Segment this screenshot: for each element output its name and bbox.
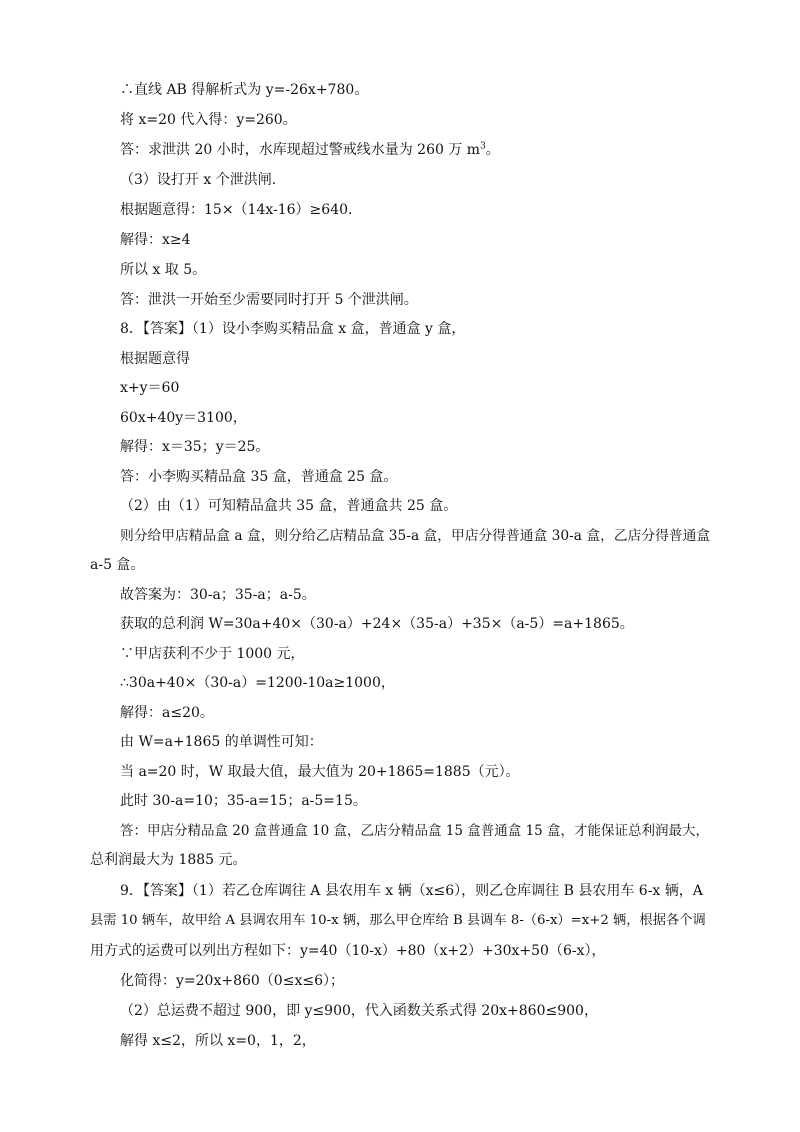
- text-line-5: 根据题意得：15×（14x-16）≥640.: [120, 202, 353, 218]
- text-line-3-end: 。: [485, 142, 500, 158]
- text-line-14: 答：小李购买精品盒 35 盒，普通盒 25 盒。: [120, 469, 398, 485]
- text-line-25: 此时 30-a=10；35-a=15；a-5=15。: [120, 793, 367, 809]
- text-line-16: 则分给甲店精品盒 a 盒，则分给乙店精品盒 35-a 盒，甲店分得普通盒 30-a 盒，乙店分得普通盒: [120, 528, 711, 544]
- text-line-3: [120, 140, 710, 160]
- text-line-15: （2）由（1）可知精品盒共 35 盒，普通盒共 25 盒。: [120, 498, 458, 514]
- answer-9-heading: 9．【答案】（1）若乙仓库调往 A 县农用车 x 辆（x≤6），则乙仓库调往 B 县农用车 6-x 辆，A: [120, 883, 703, 899]
- text-line-22: 解得：a≤20。: [120, 705, 214, 721]
- text-line-27: 总利润最大为 1885 元。: [90, 852, 247, 868]
- answer-8-heading: 8．【答案】（1）设小李购买精品盒 x 盒，普通盒 y 盒，: [120, 321, 466, 337]
- equation-line-1: x+y＝60: [120, 380, 180, 396]
- text-line-8: 答：泄洪一开始至少需要同时打开 5 个泄洪闸。: [120, 292, 418, 308]
- text-line-26: 答：甲店分精品盒 20 盒普通盒 10 盒，乙店分精品盒 15 盒普通盒 15 盒，才能保证总利润最大，: [120, 823, 710, 839]
- text-line-20: ∵甲店获利不少于 1000 元，: [120, 646, 305, 662]
- text-line-7: 所以 x 取 5。: [120, 262, 207, 278]
- text-line-1: ∴直线 AB 得解析式为 y=-26x+780。: [120, 82, 369, 98]
- text-line-17: a-5 盒。: [90, 557, 145, 573]
- cubic-superscript: 3: [480, 141, 486, 152]
- text-line-30: 用方式的运费可以列出方程如下：y=40（10-x）+80（x+2）+30x+50（6-x），: [90, 943, 606, 959]
- text-line-2: 将 x=20 代入得：y=260。: [120, 112, 297, 128]
- text-line-19: 获取的总利润 W=30a+40×（30-a）+24×（35-a）+35×（a-5）=a+1865。: [120, 616, 634, 632]
- text-line-10: 根据题意得: [120, 351, 190, 367]
- text-line-23: 由 W=a+1865 的单调性可知：: [120, 734, 323, 750]
- text-line-18: 故答案为：30-a；35-a；a-5。: [120, 587, 316, 603]
- text-line-33: 解得 x≤2，所以 x=0，1，2，: [120, 1033, 316, 1049]
- text-line-29: 县需 10 辆车，故甲给 A 县调农用车 10-x 辆，那么甲仓库给 B 县调车 8-（6-x）=x+2 辆，根据各个调: [90, 913, 706, 928]
- text-line-4: （3）设打开 x 个泄洪闸.: [120, 172, 277, 188]
- text-line-32: （2）总运费不超过 900，即 y≤900，代入函数关系式得 20x+860≤900，: [120, 1003, 598, 1019]
- text-line-31: 化简得：y=20x+860（0≤x≤6）；: [120, 973, 344, 989]
- text-line-24: 当 a=20 时，W 取最大值，最大值为 20+1865=1885（元）。: [120, 764, 520, 780]
- text-line-3-body: 答：求泄洪 20 小时，水库现超过警戒线水量为 260 万 m: [120, 142, 481, 158]
- text-line-6: 解得：x≥4: [120, 232, 191, 248]
- text-line-13: 解得：x＝35；y＝25。: [120, 439, 270, 455]
- equation-line-2: 60x+40y＝3100，: [120, 410, 247, 426]
- text-line-21: ∴30a+40×（30-a）=1200-10a≥1000，: [120, 675, 395, 691]
